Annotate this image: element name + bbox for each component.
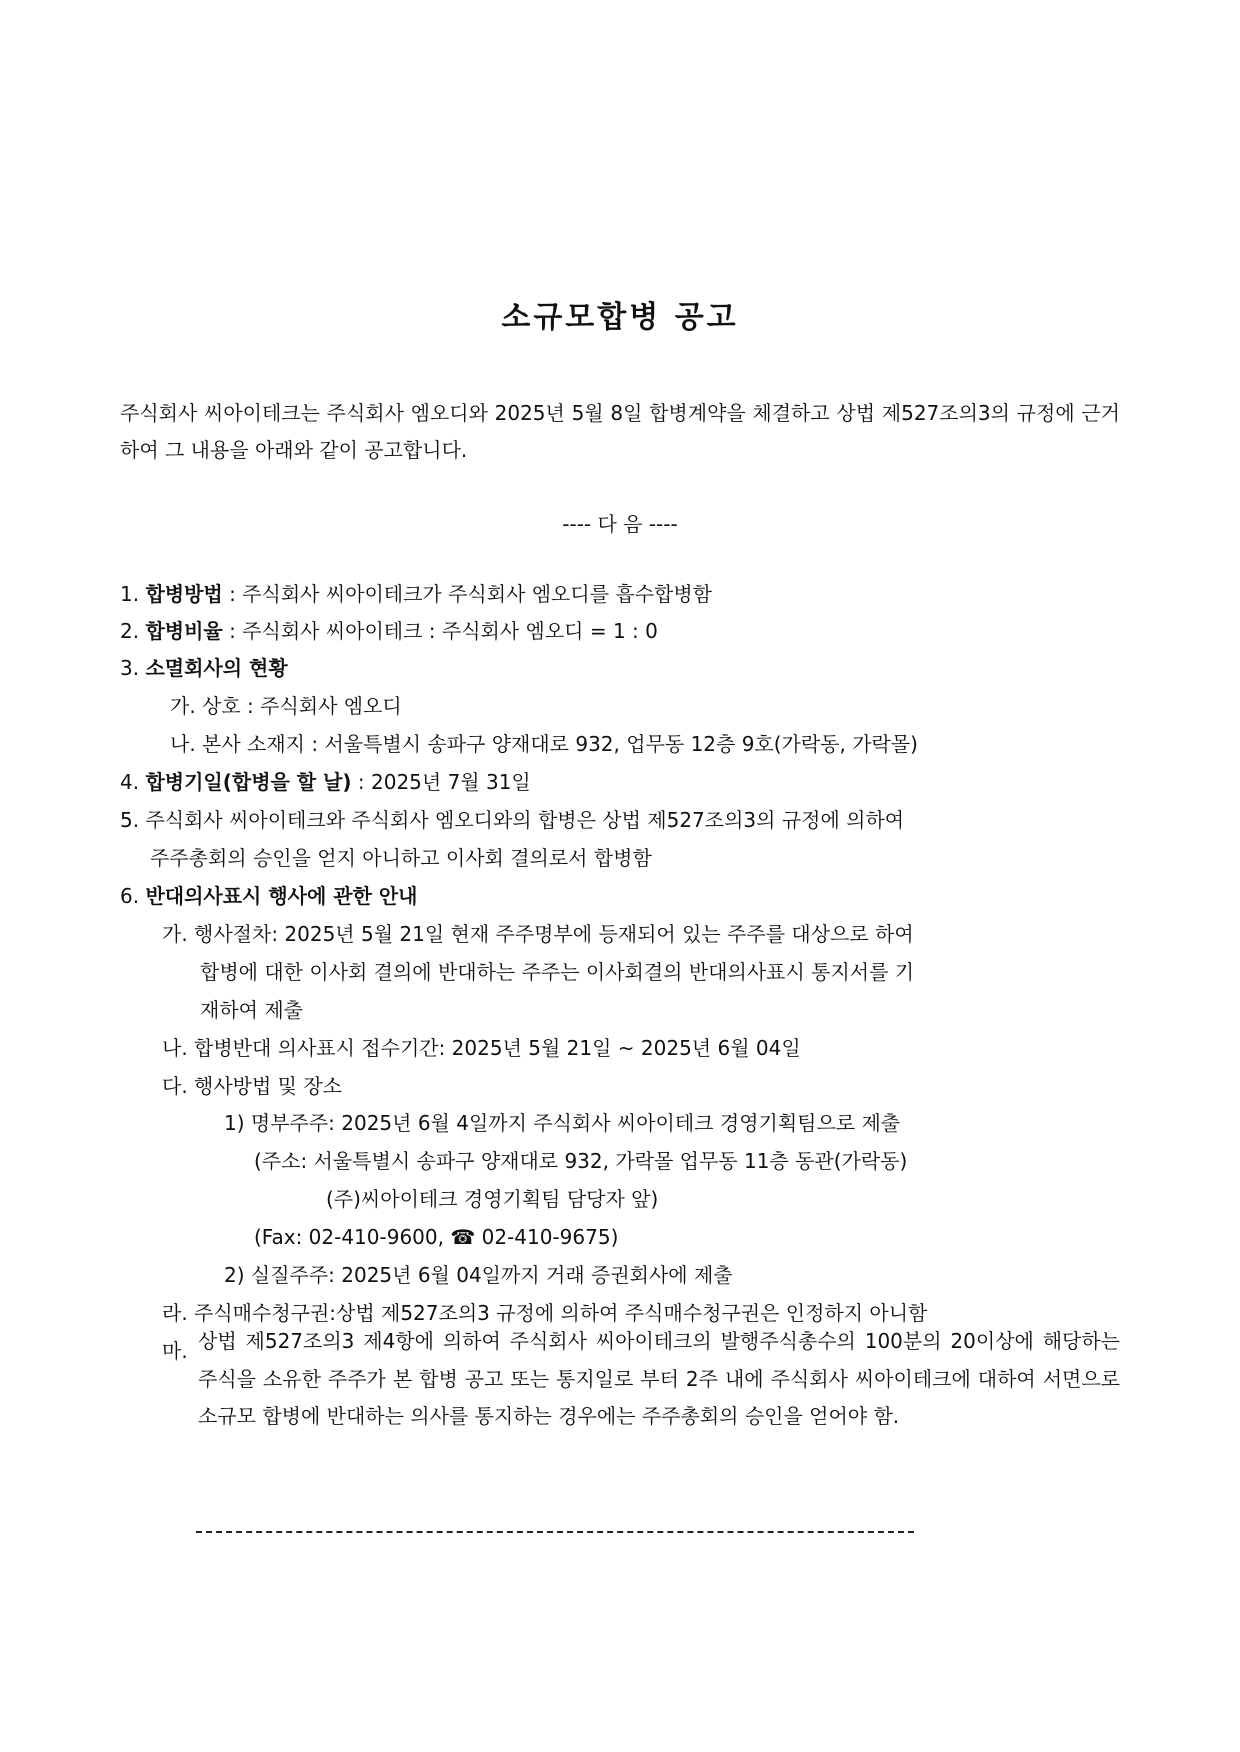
- registered-shareholders: 1) 명부주주: 2025년 6월 4일까지 주식회사 씨아이테크 경영기획팀으로 제출: [224, 1111, 901, 1135]
- item-text: : 주식회사 씨아이테크 : 주식회사 엠오디 = 1 : 0: [222, 619, 658, 643]
- item-number: 5.: [120, 808, 140, 832]
- item-6-ma-label: 마.: [162, 1339, 188, 1363]
- item-merger-ratio: [120, 617, 658, 645]
- appraisal-right: 라. 주식매수청구권:상법 제527조의3 규정에 의하여 주식매수청구권은 인정하지 아니함: [162, 1301, 928, 1325]
- submission-address: (주소: 서울특별시 송파구 양재대로 932, 가락몰 업무동 11층 동관(가락동): [254, 1149, 908, 1173]
- dissent-period: 나. 합병반대 의사표시 접수기간: 2025년 5월 21일 ~ 2025년 6월 04일: [162, 1036, 801, 1060]
- item-merger-date: [120, 768, 531, 796]
- dissent-method-place: 다. 행사방법 및 장소: [162, 1074, 342, 1098]
- dissolved-company-name: 가. 상호 : 주식회사 엠오디: [170, 694, 402, 718]
- item-number: 1.: [120, 582, 140, 606]
- small-merger-objection-clause: 상법 제527조의3 제4항에 의하여 주식회사 씨아이테크의 발행주식총수의 100분의 20이상에 해당하는 주식을 소유한 주주가 본 합병 공고 또는 통지일로 부터 2주 내에 주식회사 씨아이테크에 대하여 서면으로 소규모 합병에 반대하는 의사를 통지하는 경우에는 주주총회의 승인을 얻어야 함.: [198, 1329, 1120, 1428]
- item-text: : 2025년 7월 31일: [351, 770, 531, 794]
- dissolved-company-address: 나. 본사 소재지 : 서울특별시 송파구 양재대로 932, 업무동 12층 9호(가락동, 가락몰): [170, 732, 918, 756]
- item-label: 반대의사표시 행사에 관한 안내: [145, 884, 418, 908]
- item-label: 합병기일(합병을 할 날): [145, 770, 352, 794]
- item-text: : 주식회사 씨아이테크가 주식회사 엠오디를 흡수합병함: [222, 582, 712, 606]
- contact-line: [254, 1223, 618, 1251]
- item-number: 3.: [120, 656, 140, 680]
- item-number: 6.: [120, 884, 140, 908]
- item-merger-method: [120, 580, 712, 608]
- phone-icon: ☎: [450, 1225, 476, 1249]
- item-dissent-guide: [120, 882, 418, 910]
- dissent-procedure-line2: 합병에 대한 이사회 결의에 반대하는 주주는 이사회결의 반대의사표시 통지서를 기: [200, 960, 915, 984]
- fax-number: (Fax: 02-410-9600,: [254, 1225, 444, 1249]
- item-number: 2.: [120, 619, 140, 643]
- item-dissolved-company: [120, 654, 288, 682]
- submission-attention: (주)씨아이테크 경영기획팀 담당자 앞): [326, 1187, 659, 1211]
- section-divider: ---- 다 음 ----: [562, 512, 678, 536]
- notice-title: 소규모합병 공고: [501, 300, 739, 335]
- dissent-procedure: 가. 행사절차: 2025년 5월 21일 현재 주주명부에 등재되어 있는 주주를 대상으로 하여: [162, 922, 914, 946]
- end-divider: [196, 1531, 914, 1533]
- item-board-resolution: [120, 806, 904, 834]
- phone-number: 02-410-9675): [475, 1225, 619, 1249]
- board-resolution-continued: 주주총회의 승인을 얻지 아니하고 이사회 결의로서 합병함: [150, 846, 652, 870]
- intro-paragraph: 주식회사 씨아이테크는 주식회사 엠오디와 2025년 5월 8일 합병계약을 체결하고 상법 제527조의3의 규정에 근거하여 그 내용을 아래와 같이 공고합니다.: [120, 401, 1120, 462]
- item-text: 주식회사 씨아이테크와 주식회사 엠오디와의 합병은 상법 제527조의3의 규정에 의하여: [145, 808, 905, 832]
- item-label: 소멸회사의 현황: [145, 656, 288, 680]
- beneficial-shareholders: 2) 실질주주: 2025년 6월 04일까지 거래 증권회사에 제출: [224, 1263, 733, 1287]
- item-number: 4.: [120, 770, 140, 794]
- item-label: 합병방법: [145, 582, 223, 606]
- dissent-procedure-line3: 재하여 제출: [200, 998, 303, 1022]
- item-label: 합병비율: [145, 619, 223, 643]
